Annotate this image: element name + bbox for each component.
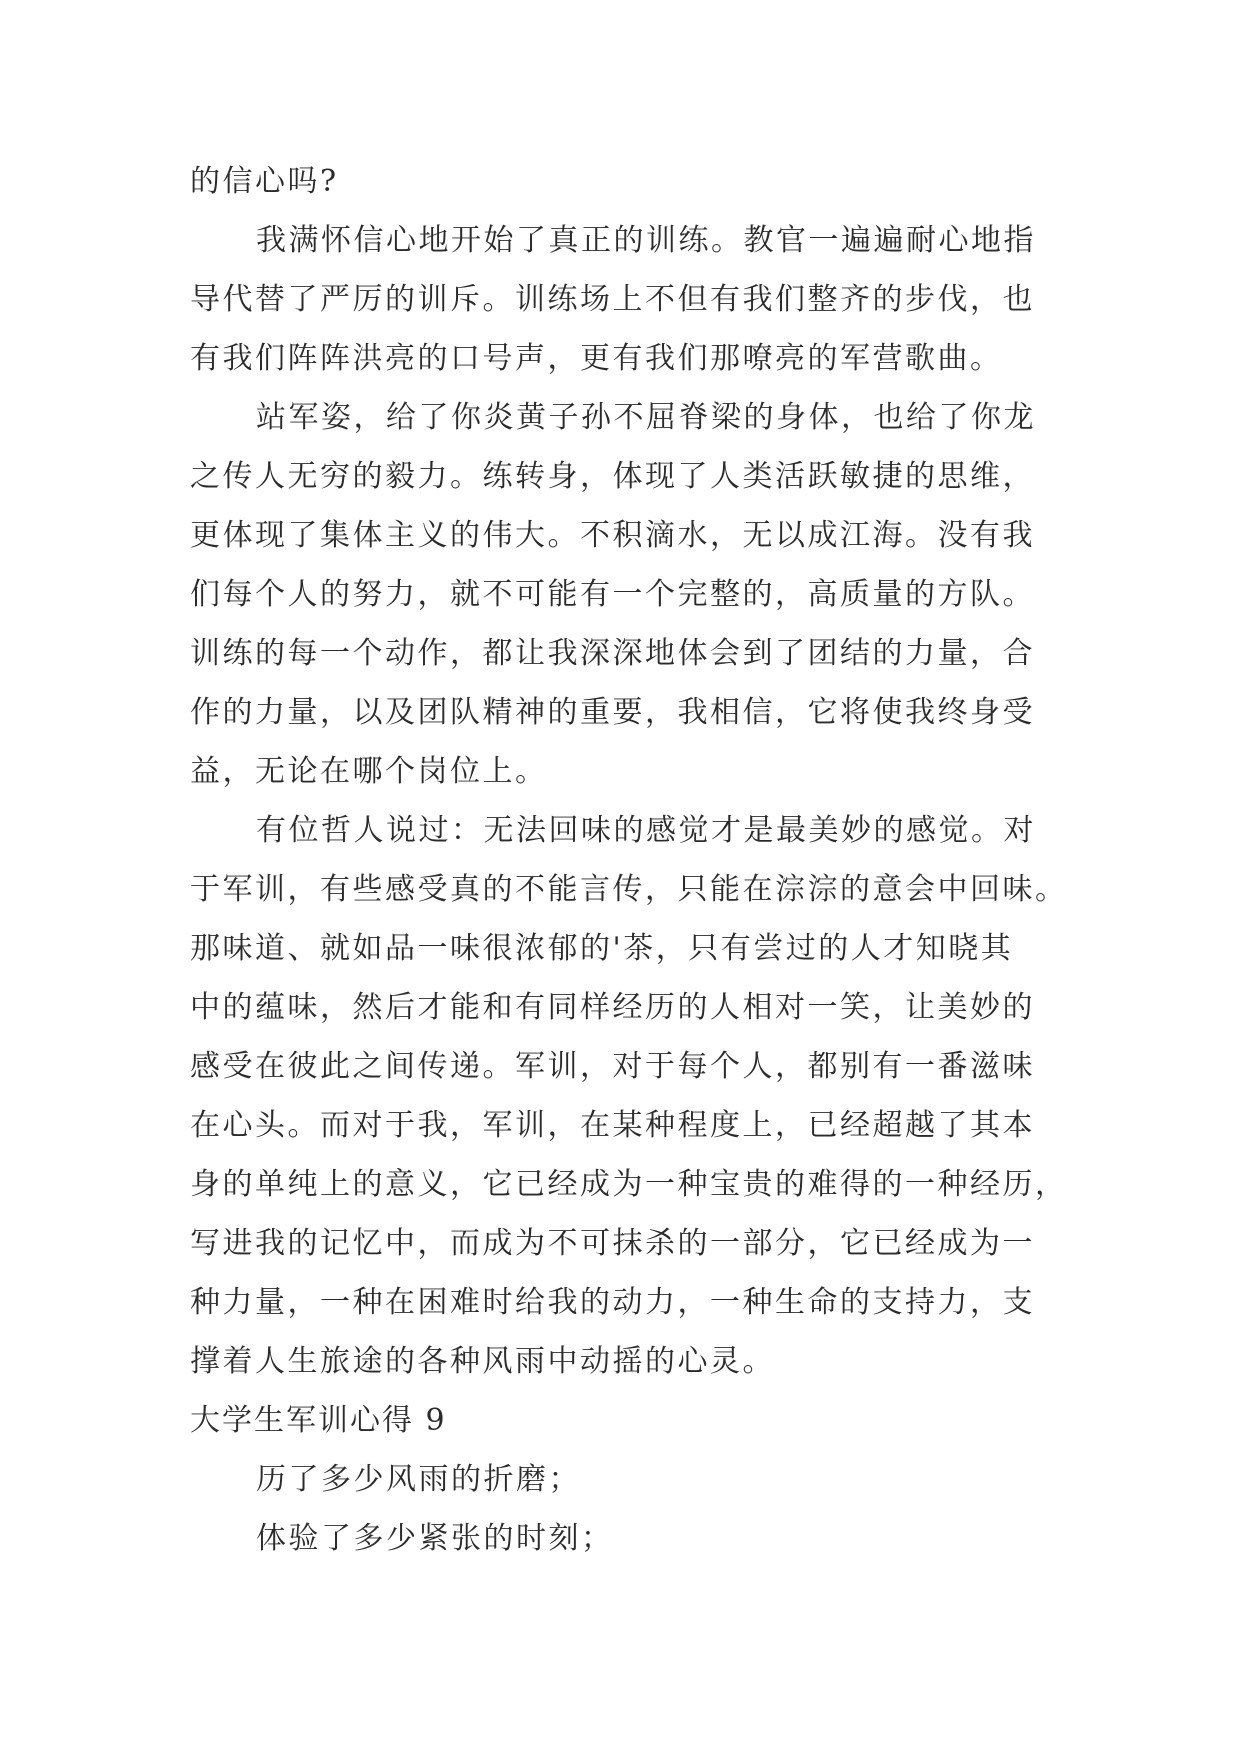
text-line: 益，无论在哪个岗位上。	[190, 754, 548, 789]
paragraph-start-line: 历了多少风雨的折磨；	[256, 1462, 581, 1497]
text-line: 有我们阵阵洪亮的口号声，更有我们那嘹亮的军营歌曲。	[190, 341, 1003, 376]
text-line: 的信心吗?	[190, 164, 339, 199]
paragraph-start-line: 有位哲人说过：无法回味的感觉才是最美妙的感觉。对	[256, 813, 1036, 848]
text-line: 们每个人的努力，就不可能有一个完整的，高质量的方队。	[190, 577, 1035, 612]
text-line: 于军训，有些感受真的不能言传，只能在淙淙的意会中回味。	[190, 872, 1068, 907]
section-heading: 大学生军训心得 9	[190, 1403, 447, 1438]
text-line: 之传人无穷的毅力。练转身，体现了人类活跃敏捷的思维，	[190, 459, 1035, 494]
document-body	[190, 152, 1068, 1568]
text-line: 身的单纯上的意义，它已经成为一种宝贵的难得的一种经历，	[190, 1167, 1068, 1202]
text-line: 更体现了集体主义的伟大。不积滴水，无以成江海。没有我	[190, 518, 1035, 553]
text-line: 那味道、就如品一味很浓郁的'茶，只有尝过的人才知晓其	[190, 931, 1014, 966]
text-line: 感受在彼此之间传递。军训，对于每个人，都别有一番滋味	[190, 1049, 1035, 1084]
text-line: 写进我的记忆中，而成为不可抹杀的一部分，它已经成为一	[190, 1226, 1035, 1261]
text-line: 导代替了严厉的训斥。训练场上不但有我们整齐的步伐，也	[190, 282, 1035, 317]
text-line: 种力量，一种在困难时给我的动力，一种生命的支持力，支	[190, 1285, 1035, 1320]
paragraph-start-line: 体验了多少紧张的时刻；	[256, 1521, 614, 1556]
text-line: 撑着人生旅途的各种风雨中动摇的心灵。	[190, 1344, 775, 1379]
text-line: 在心头。而对于我，军训，在某种程度上，已经超越了其本	[190, 1108, 1035, 1143]
text-line: 训练的每一个动作，都让我深深地体会到了团结的力量，合	[190, 636, 1035, 671]
paragraph-start-line: 我满怀信心地开始了真正的训练。教官一遍遍耐心地指	[256, 223, 1036, 258]
text-line: 中的蕴味，然后才能和有同样经历的人相对一笑，让美妙的	[190, 990, 1035, 1025]
text-line: 作的力量，以及团队精神的重要，我相信，它将使我终身受	[190, 695, 1035, 730]
paragraph-start-line: 站军姿，给了你炎黄子孙不屈脊梁的身体，也给了你龙	[256, 400, 1036, 435]
